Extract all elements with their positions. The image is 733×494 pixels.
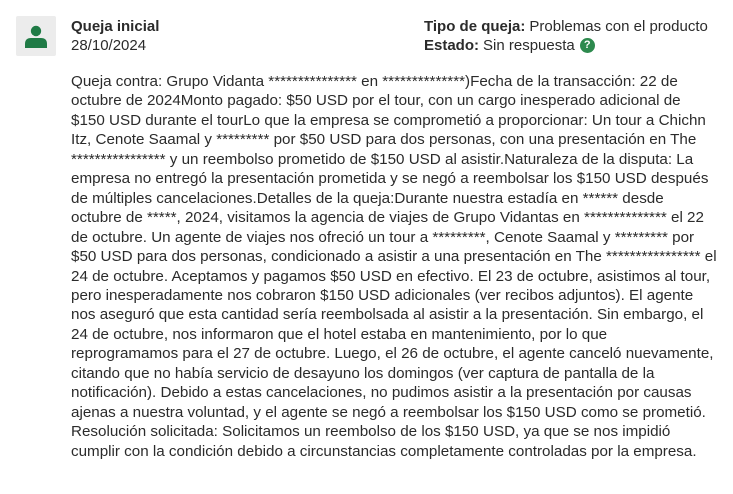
help-circle-icon[interactable]: ? [580,38,595,53]
complaint-type-value: Problemas con el producto [529,18,708,35]
complaint-status-label: Estado: [424,37,480,54]
complaint-status-row [424,36,708,55]
complaint-meta [424,17,708,55]
complaint-status-value: Sin respuesta [483,37,575,54]
complaint-header [71,17,159,55]
complaint-body: Queja contra: Grupo Vidanta *************** en **************)Fecha de la transacción: 22 de octubre de 2024Monto pagado: $50 USD por el tour, con un cargo inesperado adicional de $150 USD durante el tourLo que la empresa se comprometió a proporcionar: Un tour a Chichn Itz, Cenote Saamal y ********* por $50 USD para dos personas, con una presentación en The **************** y un reembolso prometido de $150 USD al asistir.Naturaleza de la disputa: La empresa no entregó la presentación prometida y se negó a reembolsar los $150 USD después de múltiples cancelaciones.Detalles de la queja:Durante nuestra estadía en ****** desde octubre de *****, 2024, visitamos la agencia de viajes de Grupo Vidantas en ************** el 22 de octubre. Un agente de viajes nos ofreció un tour a *********, Cenote Saamal y ********* por $50 USD para dos personas, condicionado a asistir a una presentación en The **************** el 24 de octubre. Aceptamos y pagamos $50 USD en efectivo. El 23 de octubre, asistimos al tour, pero inesperadamente nos cobraron $150 USD adicionales (ver recibos adjuntos). El agente nos aseguró que esta cantidad sería reembolsada al asistir a la presentación. Sin embargo, el 24 de octubre, nos informaron que el hotel estaba en mantenimiento, por lo que reprogramamos para el 27 de octubre. Luego, el 26 de octubre, el agente canceló nuevamente, citando que no había servicio de desayuno los domingos (ver captura de pantalla de la notificación). Debido a estas cancelaciones, no pudimos asistir a la presentación por causas ajenas a nuestra voluntad, y el agente se negó a reembolsar los $150 USD como se prometió. Resolución solicitada: Solicitamos un reembolso de los $150 USD, ya que se nos impidió cumplir con la condición debido a circunstancias completamente controladas por la empresa. [71,73,717,460]
complaint-type-label: Tipo de queja: [424,18,526,35]
user-icon [24,24,48,48]
complaint-date: 28/10/2024 [71,37,147,54]
complaint-type-row [424,17,708,36]
avatar [16,16,56,56]
complaint-title: Queja inicial [71,18,160,35]
